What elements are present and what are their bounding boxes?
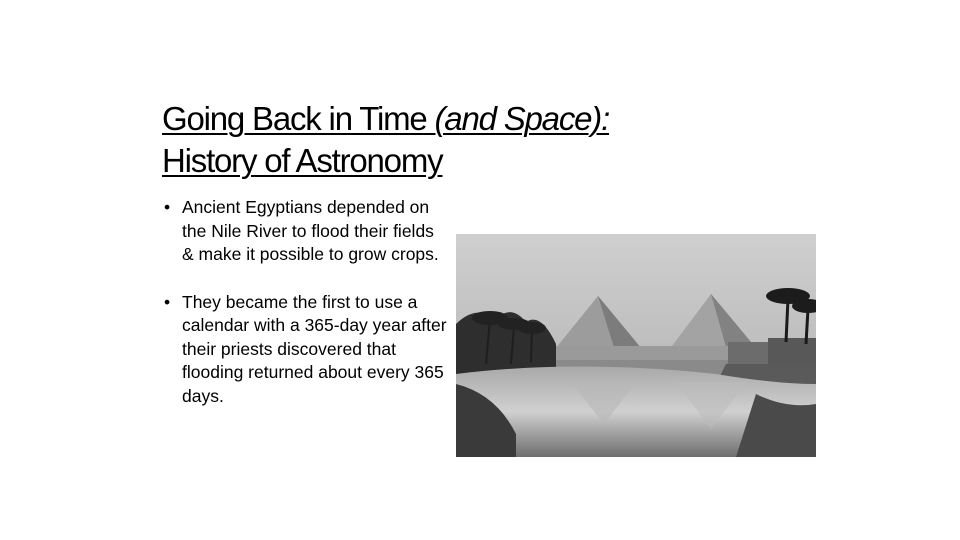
title-line-1 — [162, 98, 722, 140]
bullet-icon: • — [164, 291, 171, 312]
bullet-item — [162, 196, 447, 267]
bullet-item — [162, 291, 447, 409]
title-italic-text: (and Space): — [434, 100, 610, 137]
pyramids-photo — [456, 234, 816, 457]
title-main-text: Going Back in Time — [162, 100, 435, 137]
slide-title — [162, 98, 722, 182]
title-line-2: History of Astronomy — [162, 142, 443, 179]
bullet-icon: • — [164, 197, 171, 217]
bullet-text: Ancient Egyptians depended on the Nile River to flood their fields & make it possible to grow crops. — [182, 197, 439, 264]
pyramids-nile-photo-icon — [456, 234, 816, 457]
bullet-text: They became the first to use a calendar with a 365-day year after their priests discovered that flooding returned about every 365 days. — [182, 291, 447, 406]
bullet-list — [162, 196, 447, 432]
